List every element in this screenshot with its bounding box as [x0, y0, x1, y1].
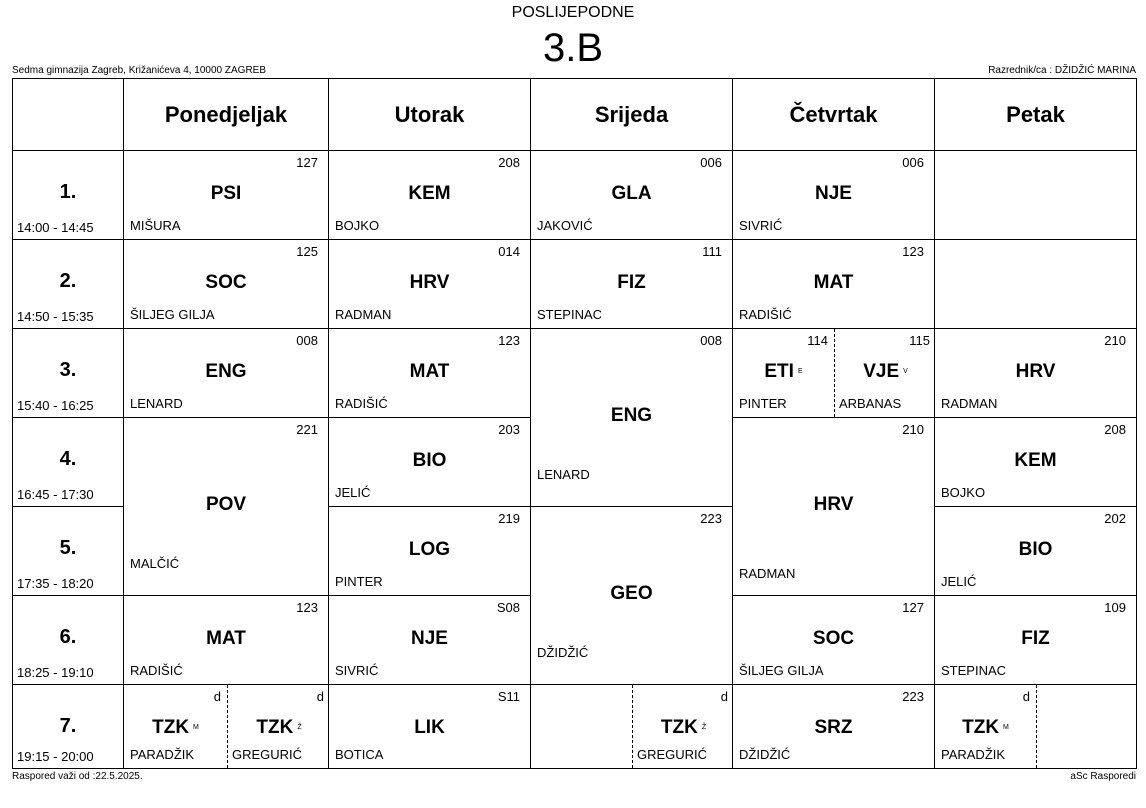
- period-7: [12, 684, 124, 769]
- period-number: 2.: [59, 270, 77, 292]
- lesson-teacher: ŠILJEG GILJA: [130, 307, 215, 322]
- lesson-group-a: [733, 329, 834, 417]
- group-marker: Ž: [297, 724, 302, 732]
- lesson-room: 127: [902, 600, 924, 615]
- subject-code: SRZ: [814, 717, 853, 738]
- lesson-room: 006: [902, 155, 924, 170]
- empty-cell-fri2: [934, 239, 1137, 329]
- period-5: [12, 506, 124, 596]
- lesson-wed56: [530, 506, 733, 685]
- lesson-tue5: [328, 506, 531, 596]
- period-2: [12, 239, 124, 329]
- lesson-teacher: ŠILJEG GILJA: [739, 663, 824, 678]
- lesson-group-b: [1036, 685, 1138, 768]
- period-number: 1.: [59, 181, 77, 203]
- software-credit: aSc Rasporedi: [1070, 771, 1136, 782]
- subject-code: FIZ: [617, 272, 646, 293]
- lesson-teacher: SIVRIĆ: [335, 663, 379, 678]
- lesson-subject: [531, 405, 732, 427]
- lesson-wed1: [530, 150, 733, 240]
- lesson-teacher: PARADŽIK: [941, 747, 1006, 762]
- timetable-grid: [12, 78, 1136, 768]
- subject-code: MAT: [206, 628, 246, 649]
- lesson-subject: [531, 583, 732, 605]
- lesson-subject: [733, 628, 934, 650]
- lesson-teacher: RADIŠIĆ: [335, 396, 388, 411]
- lesson-group-a: [124, 685, 227, 768]
- lesson-mon3: [123, 328, 329, 418]
- lesson-subject: [329, 717, 530, 739]
- lesson-subject: [733, 717, 934, 739]
- lesson-room: 006: [700, 155, 722, 170]
- period-1: [12, 150, 124, 240]
- lesson-teacher: STEPINAC: [941, 663, 1007, 678]
- lesson-thu1: [732, 150, 935, 240]
- lesson-room: 123: [498, 333, 520, 348]
- subject-code: TZK: [256, 717, 294, 738]
- subject-code: MAT: [409, 361, 450, 382]
- lesson-group-b: [227, 685, 330, 768]
- subject-code: TZK: [660, 717, 698, 738]
- lesson-tue7: [328, 684, 531, 769]
- lesson-teacher: BOTICA: [335, 747, 384, 762]
- lesson-room: 219: [498, 511, 520, 526]
- subject-code: MAT: [813, 272, 854, 293]
- lesson-teacher: BOJKO: [335, 218, 380, 233]
- period-time: 18:25 - 19:10: [17, 665, 94, 680]
- lesson-thu2: [732, 239, 935, 329]
- lesson-room: 210: [1104, 333, 1126, 348]
- subject-code: GLA: [611, 183, 652, 204]
- lesson-room: 208: [1104, 422, 1126, 437]
- period-4: [12, 417, 124, 507]
- subject-code: GEO: [610, 583, 653, 604]
- day-header-srijeda: Srijeda: [530, 78, 733, 151]
- period-time: 16:45 - 17:30: [17, 487, 94, 502]
- lesson-subject: [228, 717, 330, 739]
- lesson-room: 223: [700, 511, 722, 526]
- school-address: Sedma gimnazija Zagreb, Križanićeva 4, 10000 ZAGREB: [12, 65, 267, 76]
- subject-code: BIO: [412, 450, 447, 471]
- lesson-teacher: JAKOVIĆ: [537, 218, 593, 233]
- lesson-teacher: BOJKO: [941, 485, 986, 500]
- lesson-mon45: [123, 417, 329, 596]
- period-number: 7.: [59, 715, 77, 737]
- lesson-teacher: DŽIDŽIĆ: [537, 645, 589, 660]
- subject-code: SOC: [812, 628, 855, 649]
- lesson-teacher: LENARD: [130, 396, 183, 411]
- lesson-subject: [733, 272, 934, 294]
- lesson-subject: [733, 361, 834, 383]
- day-header-ponedjeljak: Ponedjeljak: [123, 78, 329, 151]
- lesson-group-a: [935, 685, 1036, 768]
- lesson-teacher: ARBANAS: [839, 396, 902, 411]
- lesson-room: 202: [1104, 511, 1126, 526]
- lesson-room: 008: [700, 333, 722, 348]
- day-header-cetvrtak: Četvrtak: [732, 78, 935, 151]
- subject-code: HRV: [1015, 361, 1056, 382]
- empty-cell-fri1: [934, 150, 1137, 240]
- period-number: 6.: [59, 626, 77, 648]
- subject-code: FIZ: [1021, 628, 1050, 649]
- day-header-utorak: Utorak: [328, 78, 531, 151]
- lesson-wed34: [530, 328, 733, 507]
- lesson-subject: [733, 183, 934, 205]
- lesson-teacher: STEPINAC: [537, 307, 603, 322]
- lesson-subject: [124, 628, 328, 650]
- lesson-teacher: GREGURIĆ: [637, 747, 708, 762]
- period-number: 3.: [59, 359, 77, 381]
- subject-code: SOC: [205, 272, 247, 293]
- subject-code: TZK: [962, 717, 1000, 738]
- lesson-group-a: [531, 685, 632, 768]
- subject-code: ENG: [205, 361, 247, 382]
- lesson-room: d: [720, 689, 728, 704]
- lesson-subject: [124, 717, 227, 739]
- lesson-thu45: [732, 417, 935, 596]
- lesson-subject: [633, 717, 734, 739]
- lesson-subject: [733, 494, 934, 516]
- homeroom-teacher: Razrednik/ca : DŽIDŽIĆ MARINA: [988, 65, 1136, 76]
- lesson-subject: [329, 539, 530, 561]
- period-number: 4.: [59, 448, 77, 470]
- lesson-thu7: [732, 684, 935, 769]
- lesson-room: d: [316, 689, 324, 704]
- lesson-subject: [124, 494, 328, 516]
- lesson-subject: [329, 361, 530, 383]
- lesson-subject: [835, 361, 936, 383]
- lesson-fri6: [934, 595, 1137, 685]
- period-number: 5.: [59, 537, 77, 559]
- lesson-room: d: [1022, 689, 1030, 704]
- subject-code: PSI: [210, 183, 242, 204]
- group-marker: E: [797, 368, 803, 376]
- lesson-teacher: PINTER: [335, 574, 383, 589]
- lesson-teacher: JELIĆ: [335, 485, 371, 500]
- valid-from: Raspored važi od :22.5.2025.: [12, 771, 143, 782]
- lesson-teacher: PARADŽIK: [130, 747, 195, 762]
- lesson-room: 008: [296, 333, 318, 348]
- subject-code: HRV: [409, 272, 450, 293]
- lesson-fri4: [934, 417, 1137, 507]
- period-time: 17:35 - 18:20: [17, 576, 94, 591]
- subject-code: POV: [205, 494, 247, 515]
- subject-code: VJE: [863, 361, 900, 382]
- lesson-teacher: RADMAN: [739, 566, 796, 581]
- day-header-petak: Petak: [934, 78, 1137, 151]
- lesson-split-wed7: [530, 684, 733, 769]
- subject-code: HRV: [813, 494, 854, 515]
- subject-code: KEM: [408, 183, 451, 204]
- lesson-room: 115: [909, 333, 930, 348]
- subject-code: NJE: [411, 628, 448, 649]
- lesson-split-mon7: [123, 684, 329, 769]
- lesson-teacher: PINTER: [739, 396, 787, 411]
- lesson-subject: [329, 450, 530, 472]
- lesson-subject: [935, 361, 1136, 383]
- period-6: [12, 595, 124, 685]
- lesson-room: 014: [498, 244, 520, 259]
- lesson-teacher: RADIŠIĆ: [130, 663, 183, 678]
- lesson-room: 125: [296, 244, 318, 259]
- lesson-room: 114: [807, 333, 828, 348]
- lesson-tue2: [328, 239, 531, 329]
- lesson-room: 123: [296, 600, 318, 615]
- lesson-teacher: LENARD: [537, 467, 590, 482]
- lesson-subject: [531, 272, 732, 294]
- lesson-tue4: [328, 417, 531, 507]
- lesson-subject: [935, 539, 1136, 561]
- group-marker: V: [903, 368, 908, 376]
- period-3: [12, 328, 124, 418]
- lesson-room: S08: [496, 600, 520, 615]
- lesson-room: 123: [902, 244, 924, 259]
- lesson-room: 223: [902, 689, 924, 704]
- lesson-teacher: RADMAN: [335, 307, 392, 322]
- lesson-room: 221: [296, 422, 318, 437]
- lesson-room: 208: [498, 155, 520, 170]
- lesson-subject: [329, 628, 530, 650]
- subject-code: NJE: [815, 183, 852, 204]
- lesson-subject: [124, 272, 328, 294]
- lesson-subject: [935, 450, 1136, 472]
- lesson-group-b: [834, 329, 936, 417]
- period-time: 14:00 - 14:45: [17, 220, 94, 235]
- subject-code: BIO: [1018, 539, 1053, 560]
- group-marker: Ž: [701, 724, 707, 732]
- shift-label: POSLIJEPODNE: [511, 4, 635, 21]
- lesson-tue1: [328, 150, 531, 240]
- lesson-room: 109: [1104, 600, 1126, 615]
- lesson-mon6: [123, 595, 329, 685]
- lesson-fri5: [934, 506, 1137, 596]
- lesson-teacher: RADIŠIĆ: [739, 307, 792, 322]
- lesson-teacher: GREGURIĆ: [232, 747, 303, 762]
- subject-code: KEM: [1014, 450, 1057, 471]
- lesson-subject: [124, 183, 328, 205]
- lesson-subject: [935, 717, 1036, 739]
- subject-code: LOG: [408, 539, 451, 560]
- lesson-thu6: [732, 595, 935, 685]
- lesson-teacher: JELIĆ: [941, 574, 977, 589]
- lesson-subject: [124, 361, 328, 383]
- lesson-fri3: [934, 328, 1137, 418]
- lesson-room: 111: [702, 244, 722, 259]
- lesson-subject: [329, 183, 530, 205]
- lesson-mon2: [123, 239, 329, 329]
- lesson-wed2: [530, 239, 733, 329]
- subject-code: ETI: [764, 361, 794, 382]
- period-time: 19:15 - 20:00: [17, 749, 94, 764]
- corner-cell: [12, 78, 124, 151]
- lesson-tue3: [328, 328, 531, 418]
- lesson-tue6: [328, 595, 531, 685]
- period-time: 15:40 - 16:25: [17, 398, 94, 413]
- lesson-teacher: SIVRIĆ: [739, 218, 783, 233]
- lesson-room: d: [213, 689, 221, 704]
- lesson-group-b: [632, 685, 734, 768]
- lesson-split-fri7: [934, 684, 1137, 769]
- lesson-subject: [531, 183, 732, 205]
- lesson-teacher: DŽIDŽIĆ: [739, 747, 791, 762]
- subject-code: ENG: [610, 405, 653, 426]
- lesson-teacher: MALČIĆ: [130, 556, 180, 571]
- lesson-teacher: RADMAN: [941, 396, 998, 411]
- lesson-subject: [329, 272, 530, 294]
- lesson-room: 203: [498, 422, 520, 437]
- class-title: 3.B: [542, 26, 604, 70]
- lesson-split-thu3: [732, 328, 935, 418]
- lesson-teacher: MIŠURA: [130, 218, 181, 233]
- group-marker: M: [1003, 724, 1009, 732]
- lesson-room: S11: [497, 689, 520, 704]
- lesson-room: 210: [902, 422, 924, 437]
- group-marker: M: [193, 724, 199, 732]
- period-time: 14:50 - 15:35: [17, 309, 94, 324]
- lesson-subject: [935, 628, 1136, 650]
- lesson-mon1: [123, 150, 329, 240]
- subject-code: TZK: [152, 717, 190, 738]
- lesson-room: 127: [296, 155, 318, 170]
- subject-code: LIK: [414, 717, 445, 738]
